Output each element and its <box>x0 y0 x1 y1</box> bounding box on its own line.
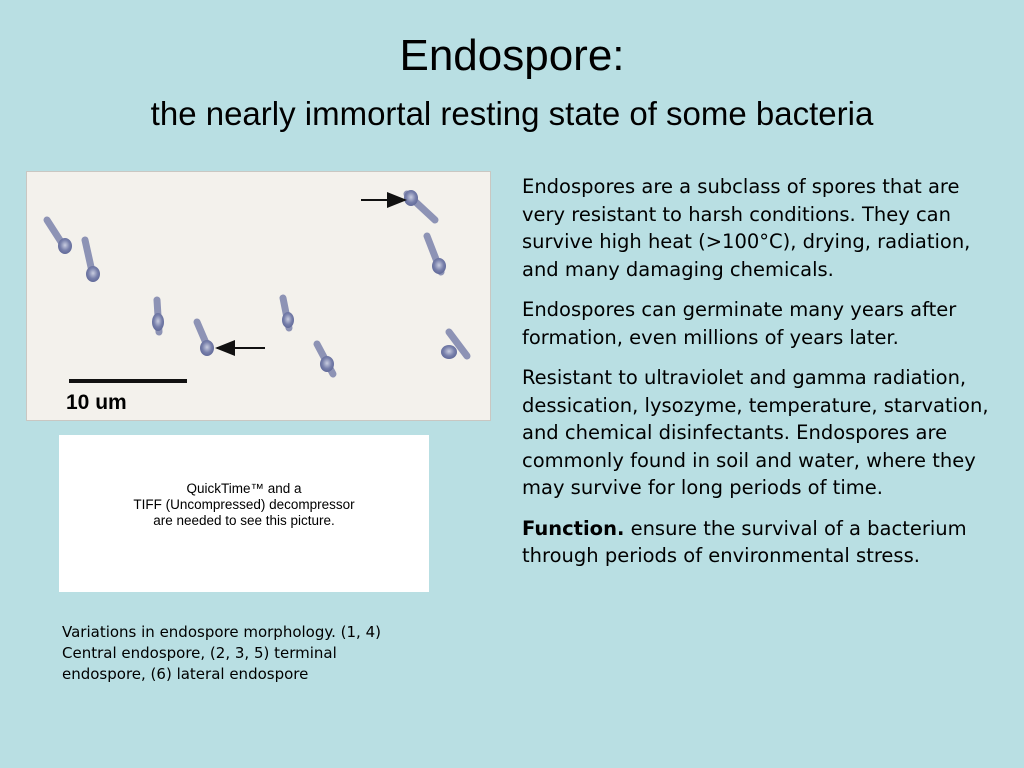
paragraph-resistance: Endospores are a subclass of spores that are very resistant to harsh conditions. They can survive high heat (>100°C), drying, radiation, and many damaging chemicals. <box>522 175 971 281</box>
bacterium-cell <box>317 344 334 374</box>
paragraph-resistant-to: Resistant to ultraviolet and gamma radiation, dessication, lysozyme, temperature, starvation, and chemical disinfectants. Endospores are commonly found in soil and water, where they may survive for long periods of time. <box>522 366 989 499</box>
scale-bar-label: 10 um <box>66 391 127 414</box>
slide-subtitle: the nearly immortal resting state of some bacteria <box>150 95 874 132</box>
bacterium-cell <box>197 322 214 356</box>
figure-caption: Variations in endospore morphology. (1, 4) Central endospore, (2, 3, 5) terminal endospore, (6) lateral endospore <box>62 623 381 683</box>
bacterium-cell <box>427 236 446 274</box>
micrograph-image <box>26 171 491 421</box>
body-text <box>522 173 992 583</box>
bacterium-cell <box>441 332 467 359</box>
function-text: ensure the survival of a bacterium through periods of environmental stress. <box>522 516 967 567</box>
missing-picture-placeholder <box>59 435 429 592</box>
placeholder-message: QuickTime™ and a TIFF (Uncompressed) decompressor are needed to see this picture. <box>133 481 355 528</box>
bacterium-cell <box>152 300 164 332</box>
micrograph-drawing <box>27 172 490 420</box>
paragraph-function <box>522 515 992 570</box>
bacterium-cell <box>47 220 72 254</box>
paragraph-germination: Endospores can germinate many years after formation, even millions of years later. <box>522 298 957 349</box>
bacterium-cell <box>404 190 435 220</box>
bacterium-cell <box>85 240 100 282</box>
slide-title: Endospore: <box>399 31 625 80</box>
bacterium-cell <box>282 298 294 328</box>
scale-bar <box>69 379 187 383</box>
function-label: Function. <box>522 516 625 540</box>
